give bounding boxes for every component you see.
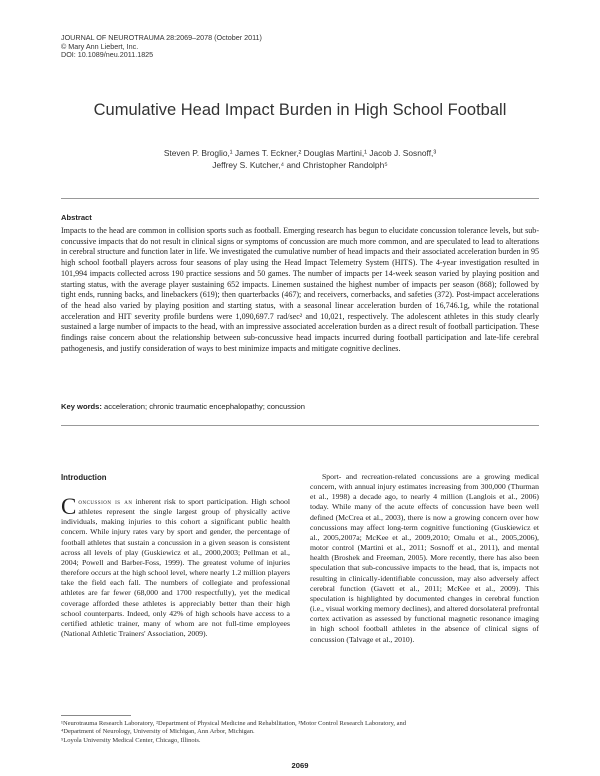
keywords-label: Key words: bbox=[61, 402, 102, 411]
footnote-line-3: ⁵Loyola University Medical Center, Chicago, Illinois. bbox=[61, 736, 201, 744]
page-number: 2069 bbox=[291, 761, 309, 770]
keywords-text: acceleration; chronic traumatic encephalopathy; concussion bbox=[101, 402, 305, 411]
affiliation-footnotes bbox=[61, 720, 539, 745]
abstract-heading: Abstract bbox=[61, 213, 92, 222]
drop-cap: C bbox=[61, 494, 77, 519]
intro-right-text: Sport- and recreation-related concussions are a growing medical concern, with annual injury estimates increasing from 300,000 (Thurman et al., 1998) a decade ago, to nearly 4 million (Langlois et al., 2006) today. While many of the acute effects of concussion have been well defined (McCrea et al., 2003), there is now a growing concern over how concussions may affect long-term cognitive functioning (Guskiewicz et al., 2005,2007a; McKee et al., 2009,2010; Omalu et al., 2005,2006), motor control (Martini et al., 2011; Sosnoff et al., 2011), and mental health (Broshek and Freeman, 2005). More recently, there has also been speculation that sub-concussive impacts to the head, that is, impacts not resulting in clinically-identifiable concussion, may also adversely affect cerebral function (Gavett et al., 2011; McKee et al., 2009). This speculation is highlighted by documented changes in cerebral function (i.e., visual working memory declines), and altered dorsolateral prefrontal cortex activation as assessed by functional magnetic resonance imaging in high school football athletes in the absence of clinical signs of concussion (Talvage et al., 2010). bbox=[310, 472, 539, 644]
divider-bottom bbox=[61, 425, 539, 426]
footnote-line-2: ⁴Department of Neurology, University of Michigan, Ann Arbor, Michigan. bbox=[61, 728, 255, 736]
author-line-1: Steven P. Broglio,¹ James T. Eckner,² Douglas Martini,¹ Jacob J. Sosnoff,³ bbox=[163, 148, 437, 158]
footnote-line-1: ¹Neurotrauma Research Laboratory, ²Department of Physical Medicine and Rehabilitation, ³Motor Control Research Laboratory, and bbox=[61, 720, 407, 727]
author-line-2: Jeffrey S. Kutcher,⁴ and Christopher Randolph⁵ bbox=[212, 160, 388, 170]
keywords bbox=[61, 402, 539, 411]
intro-left-text: inherent risk to sport participation. High school athletes represent the single largest group of physically active individuals, making injuries to this cohort a significant public health concern. While injury rates vary by sport and gender, the percentage of football athletes that sustain a concussion in a given season is consistent across all levels of play (Guskiewicz et al., 2000,2003; Pellman et al., 2004; Powell and Barber-Foss, 1999). The greatest volume of injuries therefore occurs at the high school level, where nearly 1.2 million players take the field each fall. The numbers of collegiate and professional athletes are far fewer (68,000 and 1700 respectfully), yet the medical coverage afforded these athletes is appreciably better than their high school counterparts. Indeed, only 42% of high schools have access to a certified athletic trainer, many of whom are not full-time employees (National Athletic Trainers' Association, 2009). bbox=[61, 497, 290, 639]
introduction-left-column bbox=[61, 494, 290, 639]
journal-header bbox=[61, 34, 361, 60]
journal-doi: DOI: 10.1089/neu.2011.1825 bbox=[61, 50, 154, 60]
introduction-right-column bbox=[310, 472, 539, 645]
paper-title: Cumulative Head Impact Burden in High School Football bbox=[93, 101, 507, 119]
author-list bbox=[0, 147, 600, 171]
abstract-text: Impacts to the head are common in collision sports such as football. Emerging research has begun to elucidate concussion tolerance levels, but sub-concussive impacts that do not result in clinical signs or symptoms of concussion are much more common, and are speculated to lead to alterations in cerebral structure and function later in life. We investigated the cumulative number of head impacts and their associated acceleration burden in 95 high school football players across four seasons of play using the Head Impact Telemetry System (HITS). The 4-year investigation resulted in 101,994 impacts collected across 190 practice sessions and 50 games. The number of impacts per 14-week season varied by playing position and starting status, with the average player sustaining 652 impacts. Linemen sustained the highest number of impacts per season (868); followed by tight ends, running backs, and linebackers (619); then quarterbacks (467); and receivers, cornerbacks, and safeties (372). Post-impact accelerations of the head also varied by playing position and starting status, with a seasonal linear acceleration burden of 16,746.1g, while the rotational acceleration and HIT severity profile burdens were 1,090,697.7 rad/sec² and 10,021, respectively. The adolescent athletes in this study clearly sustained a large number of impacts to the head, with an impressive associated acceleration burden as a direct result of football participation. These findings raise concern about the relationship between sub-concussive head impacts incurred during football participation and late-life cerebral pathogenesis, and justify consideration of ways to best minimize impacts and mitigate cognitive declines. bbox=[61, 226, 539, 353]
journal-citation: JOURNAL OF NEUROTRAUMA 28:2069–2078 (October 2011) bbox=[61, 33, 262, 42]
divider-top bbox=[61, 198, 539, 199]
journal-copyright: © Mary Ann Liebert, Inc. bbox=[61, 41, 139, 51]
introduction-heading: Introduction bbox=[61, 473, 107, 482]
intro-smallcaps: oncussion is an bbox=[78, 497, 133, 506]
footnote-divider bbox=[61, 715, 131, 716]
